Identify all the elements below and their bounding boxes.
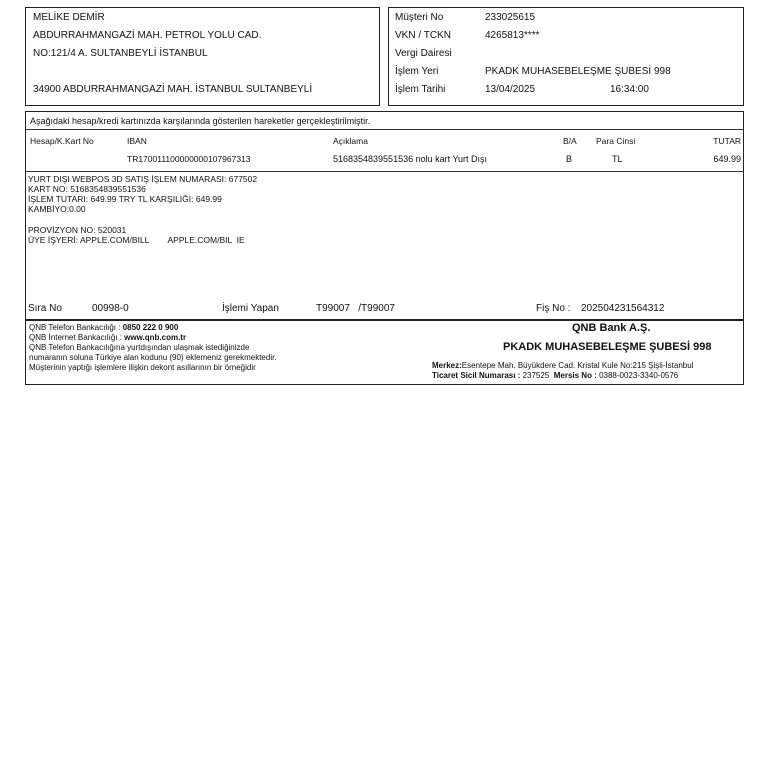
detail-line: ÜYE İŞYERİ: APPLE.COM/BILL APPLE.COM/BIL IE <box>28 235 245 245</box>
bank-name: QNB Bank A.Ş. <box>572 322 651 334</box>
row-tutar: 649.99 <box>713 154 741 164</box>
telefon-bankaciligi <box>29 324 178 332</box>
internet-value: www.qnb.com.tr <box>124 333 187 342</box>
sicil-line <box>432 372 678 380</box>
mersis-value: 0388-0023-3340-0576 <box>599 371 679 380</box>
row-aciklama: 5168354839551536 nolu kart Yurt Dışı <box>333 154 487 164</box>
detail-line: PROVİZYON NO: 520031 <box>28 225 127 235</box>
merkez-label: Merkez: <box>432 361 462 370</box>
intro-divider <box>26 129 743 130</box>
customer-address-line3: 34900 ABDURRAHMANGAZİ MAH. İSTANBUL SULTANBEYLİ <box>33 84 313 95</box>
header-tutar: TUTAR <box>713 136 741 146</box>
vkn-label: VKN / TCKN <box>395 30 451 41</box>
fis-no-value: 202504231564312 <box>581 303 665 314</box>
header-para-cinsi: Para Cinsi <box>596 136 636 146</box>
customer-name: MELİKE DEMİR <box>33 12 105 23</box>
islem-yeri-value: PKADK MUHASEBELEŞME ŞUBESİ 998 <box>485 66 671 77</box>
detail-line: KART NO: 5168354839551536 <box>28 184 146 194</box>
fis-no-label: Fiş No : <box>536 303 571 314</box>
sicil-label: Ticaret Sicil Numarası : <box>432 371 523 380</box>
row-iban: TR170011100000000107967313 <box>127 154 251 164</box>
sira-no-label: Sıra No <box>28 303 62 314</box>
header-aciklama: Açıklama <box>333 136 368 146</box>
vergi-dairesi-label: Vergi Dairesi <box>395 48 452 59</box>
note-line: Müşterinin yaptığı işlemlere ilişkin dekont asıllarının bir örneğidir <box>29 363 256 372</box>
merkez-value: Esentepe Mah. Büyükdere Cad. Kristal Kule No:215 Şişli-İstanbul <box>461 361 694 370</box>
header-hesap: Hesap/K.Kart No <box>30 136 94 146</box>
musteri-no-label: Müşteri No <box>395 12 444 23</box>
islem-tarihi-label: İşlem Tarihi <box>395 84 446 95</box>
customer-address-line1: ABDURRAHMANGAZİ MAH. PETROL YOLU CAD. <box>33 30 262 41</box>
detail-line: YURT DIŞI WEBPOS 3D SATIŞ İŞLEM NUMARASI: 677502 <box>28 174 258 184</box>
note-line: numaranın soluna Türkiye alan kodunu (90) eklemeniz gerekmektedir. <box>29 353 277 362</box>
row-para-cinsi: TL <box>612 154 623 164</box>
islem-yeri-label: İşlem Yeri <box>395 66 439 77</box>
branch-name: PKADK MUHASEBELEŞME ŞUBESİ 998 <box>503 341 712 353</box>
telefon-value: 0850 222 0 900 <box>122 323 179 332</box>
note-line: QNB Telefon Bankacılığına yurtdışından ulaşmak istediğinizde <box>29 343 250 352</box>
internet-bankaciligi <box>29 334 186 342</box>
header-ba: B/A <box>563 136 577 146</box>
row-ba: B <box>566 154 573 164</box>
merkez-line <box>432 362 693 370</box>
islem-tarihi-value: 13/04/2025 <box>485 84 536 95</box>
detail-line: İŞLEM TUTARI: 649.99 TRY TL KARŞILIĞI: 649.99 <box>28 194 222 204</box>
islemi-yapan-value: T99007 /T99007 <box>316 303 395 314</box>
islemi-yapan-label: İşlemi Yapan <box>222 303 279 314</box>
internet-label: QNB İnternet Bankacılığı : <box>29 333 125 342</box>
musteri-no-value: 233025615 <box>485 12 536 23</box>
header-iban: IBAN <box>127 136 147 146</box>
detail-line: KAMBİYO:0.00 <box>28 204 86 214</box>
sira-no-value: 00998-0 <box>92 303 129 314</box>
islem-saati-value: 16:34:00 <box>610 84 649 95</box>
sicil-value: 237525 <box>522 371 550 380</box>
telefon-label: QNB Telefon Bankacılığı : <box>29 323 123 332</box>
vkn-value: 4265813**** <box>485 30 540 41</box>
transaction-intro: Aşağıdaki hesap/kredi kartınızda karşılarında gösterilen hareketler gerçekleştirilmiştir. <box>30 116 371 126</box>
row-divider <box>26 171 743 172</box>
mersis-label: Mersis No : <box>553 371 600 380</box>
customer-address-line2: NO:121/4 A. SULTANBEYLİ İSTANBUL <box>33 48 208 59</box>
